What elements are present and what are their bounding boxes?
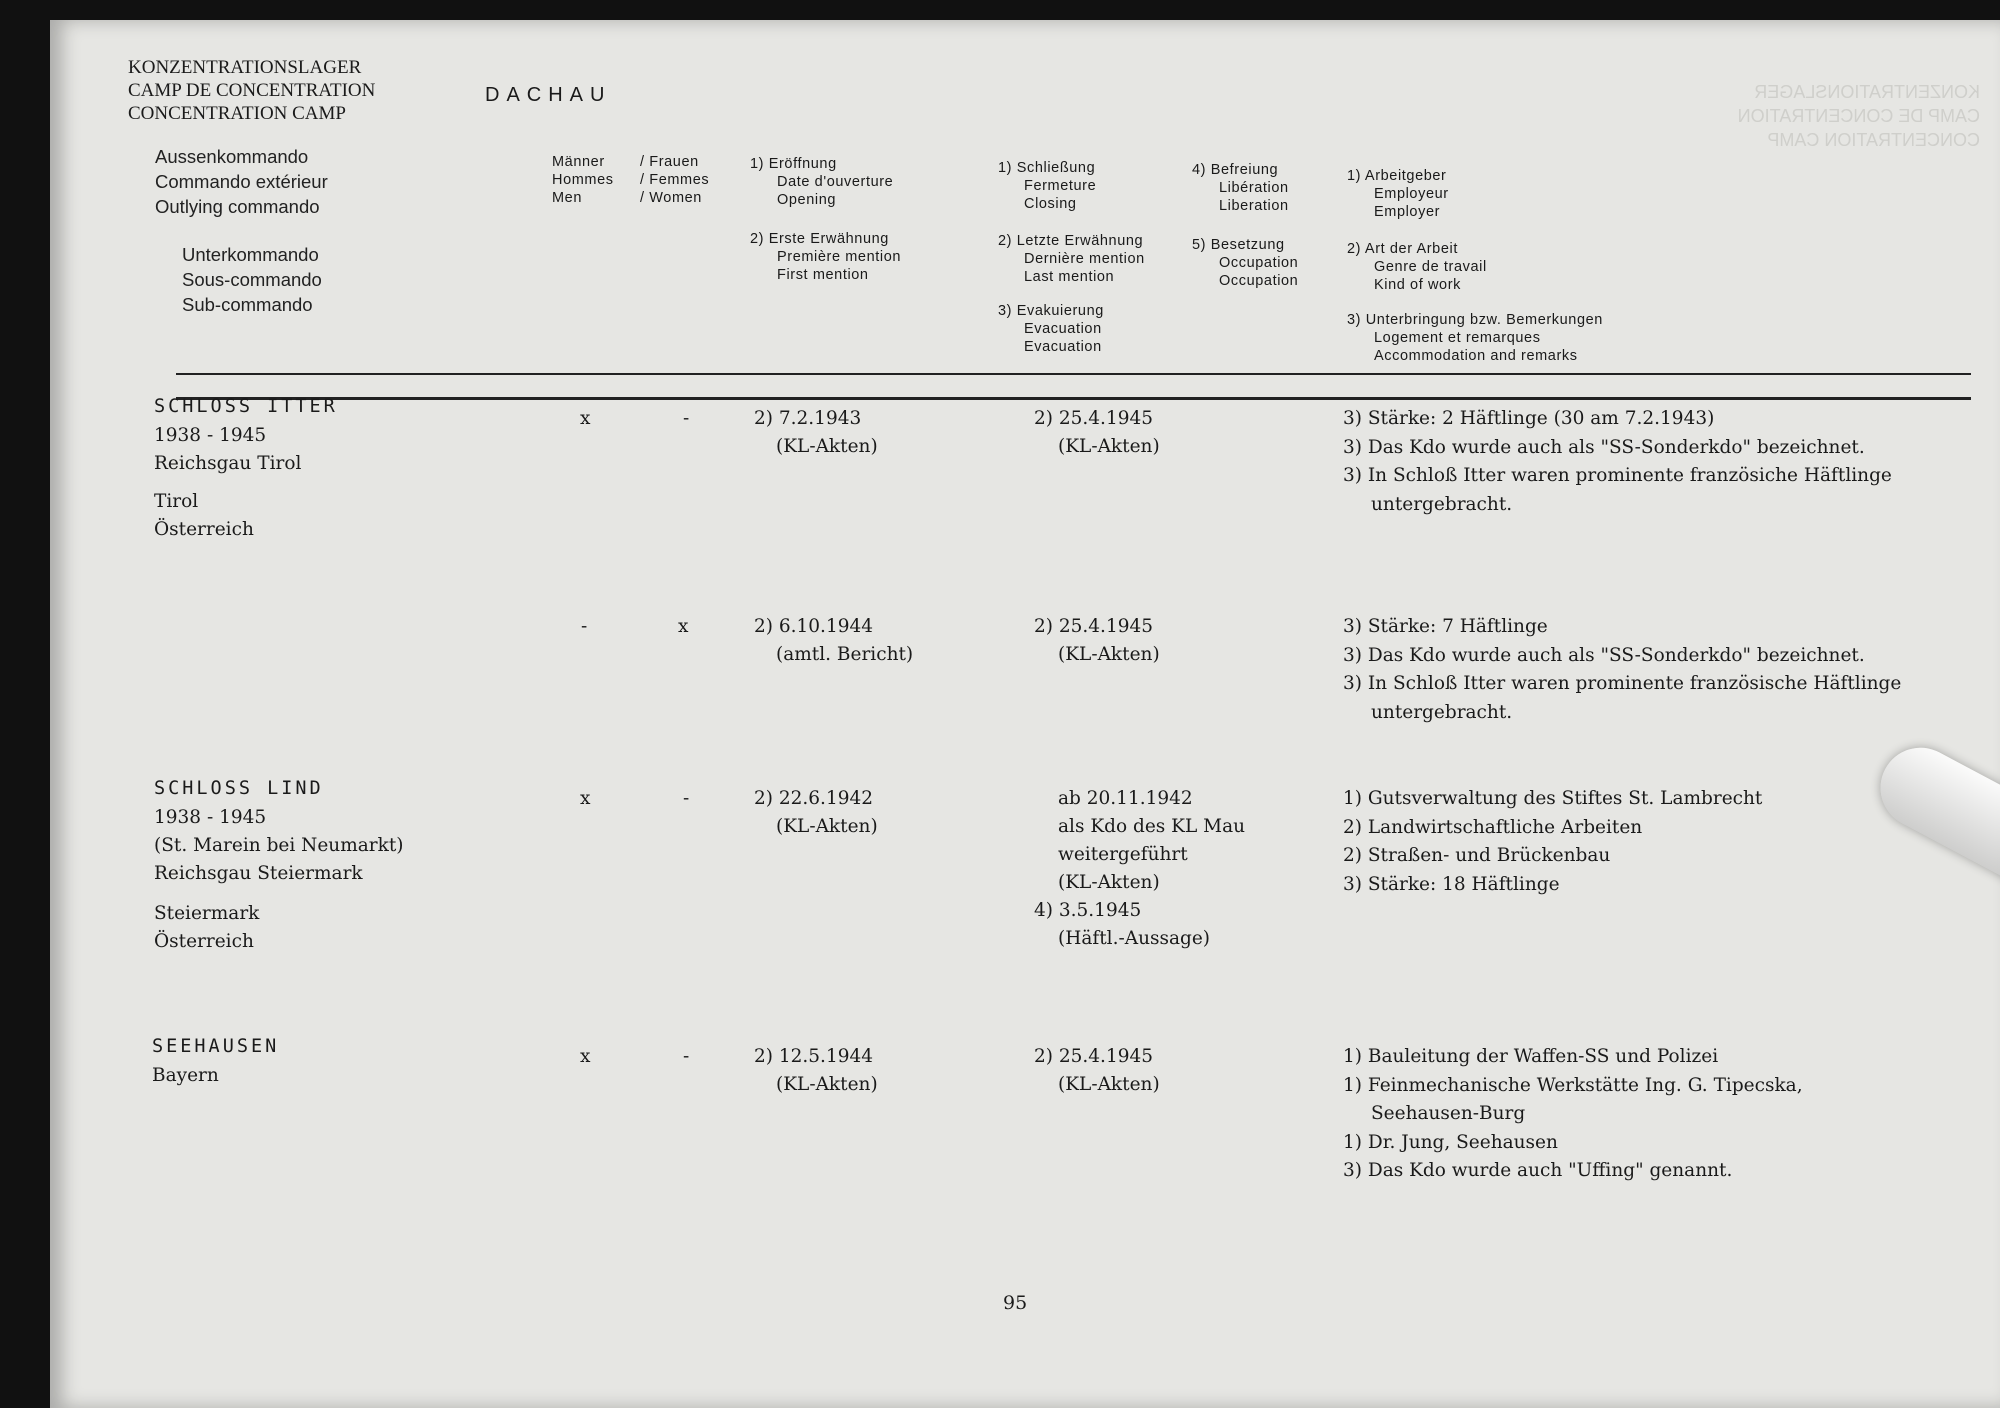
occupation-header xyxy=(1192,236,1298,290)
entry-1-closing-date: 2) 25.4.1945 xyxy=(1034,408,1154,429)
entry-2-men: - xyxy=(581,616,588,637)
entry-1-remarks xyxy=(1343,405,1903,519)
last-mention-de: 2) Letzte Erwähnung xyxy=(998,233,1144,249)
entry-4-closing-date: 2) 25.4.1945 xyxy=(1034,1046,1154,1067)
remarks-en: Accommodation and remarks xyxy=(1374,348,1578,364)
page-number: 95 xyxy=(1003,1292,1028,1314)
entry-1-remark-1: 3) Stärke: 2 Häftlinge (30 am 7.2.1943) xyxy=(1343,408,1715,429)
first-mention-header xyxy=(750,230,901,284)
entry-3-remark-4: 3) Stärke: 18 Häftlinge xyxy=(1343,873,1560,895)
work-en: Kind of work xyxy=(1374,277,1461,293)
entry-3-closing-line-1: ab 20.11.1942 xyxy=(1058,788,1193,809)
entry-3-remarks xyxy=(1343,785,1903,899)
entry-4-closing xyxy=(1034,1043,1160,1099)
entry-2-remark-1: 3) Stärke: 7 Häftlinge xyxy=(1343,616,1548,637)
entry-3-closing xyxy=(1034,785,1245,953)
entry-4-opening xyxy=(754,1043,878,1099)
employer-en: Employer xyxy=(1374,204,1441,220)
entry-2-opening xyxy=(754,613,913,669)
employer-header xyxy=(1347,167,1449,221)
entry-3-years: 1938 - 1945 xyxy=(154,807,267,828)
entry-3-closing-line-5: 4) 3.5.1945 xyxy=(1034,900,1142,921)
women-de: / Frauen xyxy=(640,154,699,170)
last-mention-fr: Dernière mention xyxy=(1024,251,1145,267)
last-mention-en: Last mention xyxy=(1024,269,1115,285)
first-mention-en: First mention xyxy=(777,267,869,283)
header-rule-top xyxy=(176,373,1971,375)
first-mention-de: 2) Erste Erwähnung xyxy=(750,231,889,247)
closing-en: Closing xyxy=(1024,196,1077,212)
entry-4-state: Bayern xyxy=(152,1065,219,1086)
entry-1-men: x xyxy=(580,408,591,429)
entry-3-name: SCHLOSS LIND xyxy=(154,778,324,799)
work-de: 2) Art der Arbeit xyxy=(1347,241,1458,257)
entry-3-location: (St. Marein bei Neumarkt) xyxy=(154,835,404,856)
camp-name: DACHAU xyxy=(485,84,612,106)
entry-4-closing-source: (KL-Akten) xyxy=(1058,1074,1160,1095)
entry-2-women: x xyxy=(678,616,689,637)
remarks-header xyxy=(1347,311,1603,365)
entry-3-remark-1: 1) Gutsverwaltung des Stiftes St. Lambrecht xyxy=(1343,788,1763,809)
entry-1-years: 1938 - 1945 xyxy=(154,425,267,446)
entry-4-remark-4: 3) Das Kdo wurde auch "Uffing" genannt. xyxy=(1343,1160,1733,1181)
outlying-en: Outlying commando xyxy=(155,196,320,217)
sub-fr: Sous-commando xyxy=(182,269,322,290)
closing-header xyxy=(998,159,1096,213)
entry-3-closing-line-4: (KL-Akten) xyxy=(1058,872,1160,893)
employer-fr: Employeur xyxy=(1374,186,1449,202)
women-fr: / Femmes xyxy=(640,172,710,188)
evacuation-header xyxy=(998,302,1104,356)
camp-type-de: KONZENTRATIONSLAGER xyxy=(128,57,362,78)
occupation-de: 5) Besetzung xyxy=(1192,237,1285,253)
entry-3-region-country: Österreich xyxy=(154,931,254,952)
occupation-en: Occupation xyxy=(1219,273,1299,289)
entry-1-opening-date: 2) 7.2.1943 xyxy=(754,408,862,429)
entry-1-closing-source: (KL-Akten) xyxy=(1058,436,1160,457)
entry-4-women: - xyxy=(683,1046,690,1067)
last-mention-header xyxy=(998,232,1145,286)
entry-3-opening-source: (KL-Akten) xyxy=(776,816,878,837)
employer-de: 1) Arbeitgeber xyxy=(1347,168,1447,184)
entry-1-gau: Reichsgau Tirol xyxy=(154,453,302,474)
entry-4-details xyxy=(152,1062,219,1090)
evacuation-de: 3) Evakuierung xyxy=(998,303,1104,319)
women-en: / Women xyxy=(640,190,702,206)
evacuation-fr: Evacuation xyxy=(1024,321,1102,337)
liberation-header xyxy=(1192,161,1289,215)
camp-type-en: CONCENTRATION CAMP xyxy=(128,103,346,124)
opening-en: Opening xyxy=(777,192,837,208)
entry-4-name: SEEHAUSEN xyxy=(152,1036,280,1057)
entry-1-region-country: Österreich xyxy=(154,519,254,540)
entry-4-men: x xyxy=(580,1046,591,1067)
entry-2-opening-date: 2) 6.10.1944 xyxy=(754,616,874,637)
header-rule-bottom xyxy=(176,397,1971,400)
entry-1-closing xyxy=(1034,405,1160,461)
entry-4-remark-1: 1) Bauleitung der Waffen-SS und Polizei xyxy=(1343,1046,1719,1067)
entry-1-region-state: Tirol xyxy=(154,491,199,512)
entry-3-opening-date: 2) 22.6.1942 xyxy=(754,788,874,809)
entry-1-remark-2: 3) Das Kdo wurde auch als "SS-Sonderkdo" bezeichnet. xyxy=(1343,436,1865,458)
remarks-de: 3) Unterbringung bzw. Bemerkungen xyxy=(1347,312,1603,328)
closing-de: 1) Schließung xyxy=(998,160,1096,176)
work-header xyxy=(1347,240,1487,294)
entry-2-closing-source: (KL-Akten) xyxy=(1058,644,1160,665)
liberation-de: 4) Befreiung xyxy=(1192,162,1279,178)
entry-3-remark-3: 2) Straßen- und Brückenbau xyxy=(1343,845,1611,866)
outlying-fr: Commando extérieur xyxy=(155,171,328,192)
entry-2-closing-date: 2) 25.4.1945 xyxy=(1034,616,1154,637)
bleed-through-text: KONZENTRATIONSLAGER CAMP DE CONCENTRATION CONCENTRATION CAMP xyxy=(1737,82,1980,150)
entry-3-closing-line-2: als Kdo des KL Mau xyxy=(1058,816,1246,837)
opening-de: 1) Eröffnung xyxy=(750,156,837,172)
entry-3-men: x xyxy=(580,788,591,809)
camp-type-heading xyxy=(128,56,375,125)
entry-1-details xyxy=(154,422,301,478)
entry-2-remark-2: 3) Das Kdo wurde auch als "SS-Sonderkdo" bezeichnet. xyxy=(1343,644,1865,666)
outlying-commando-label xyxy=(155,144,328,219)
sub-en: Sub-commando xyxy=(182,294,313,315)
entry-3-region-state: Steiermark xyxy=(154,903,260,924)
liberation-en: Liberation xyxy=(1219,198,1289,214)
opening-fr: Date d'ouverture xyxy=(777,174,894,190)
entry-1-remark-3: 3) In Schloß Itter waren prominente französiche Häftlinge untergebracht. xyxy=(1343,465,1892,515)
entry-1-region xyxy=(154,488,254,544)
entry-2-closing xyxy=(1034,613,1160,669)
outlying-de: Aussenkommando xyxy=(155,146,309,167)
entry-3-opening xyxy=(754,785,878,841)
liberation-fr: Libération xyxy=(1219,180,1289,196)
entry-1-opening xyxy=(754,405,878,461)
camp-type-fr: CAMP DE CONCENTRATION xyxy=(128,80,376,101)
entry-2-remarks xyxy=(1343,613,1903,727)
remarks-fr: Logement et remarques xyxy=(1374,330,1541,346)
entry-3-gau: Reichsgau Steiermark xyxy=(154,863,363,884)
entry-3-region xyxy=(154,900,259,956)
gender-header xyxy=(552,153,709,207)
entry-3-closing-line-3: weitergeführt xyxy=(1058,844,1188,865)
occupation-fr: Occupation xyxy=(1219,255,1299,271)
entry-2-opening-source: (amtl. Bericht) xyxy=(776,644,914,665)
men-de: Männer xyxy=(552,154,605,170)
entry-1-name: SCHLOSS ITTER xyxy=(154,396,338,417)
entry-4-remarks xyxy=(1343,1043,1903,1186)
entry-1-opening-source: (KL-Akten) xyxy=(776,436,878,457)
entry-3-closing-line-6: (Häftl.-Aussage) xyxy=(1058,928,1211,949)
opening-header xyxy=(750,155,893,209)
men-fr: Hommes xyxy=(552,172,614,188)
sub-commando-label xyxy=(182,242,322,317)
entry-4-opening-date: 2) 12.5.1944 xyxy=(754,1046,874,1067)
entry-1-women: - xyxy=(683,408,690,429)
entry-4-remark-3: 1) Dr. Jung, Seehausen xyxy=(1343,1131,1558,1153)
entry-3-women: - xyxy=(683,788,690,809)
men-en: Men xyxy=(552,190,583,206)
work-fr: Genre de travail xyxy=(1374,259,1487,275)
document-page xyxy=(50,20,2000,1408)
entry-3-details xyxy=(154,804,403,888)
entry-3-remark-2: 2) Landwirtschaftliche Arbeiten xyxy=(1343,816,1643,838)
entry-4-remark-2: 1) Feinmechanische Werkstätte Ing. G. Tipecska, Seehausen-Burg xyxy=(1343,1074,1803,1124)
entry-4-opening-source: (KL-Akten) xyxy=(776,1074,878,1095)
sub-de: Unterkommando xyxy=(182,244,319,265)
entry-2-remark-3: 3) In Schloß Itter waren prominente französische Häftlinge untergebracht. xyxy=(1343,673,1902,723)
evacuation-en: Evacuation xyxy=(1024,339,1102,355)
first-mention-fr: Première mention xyxy=(777,249,902,265)
closing-fr: Fermeture xyxy=(1024,178,1097,194)
